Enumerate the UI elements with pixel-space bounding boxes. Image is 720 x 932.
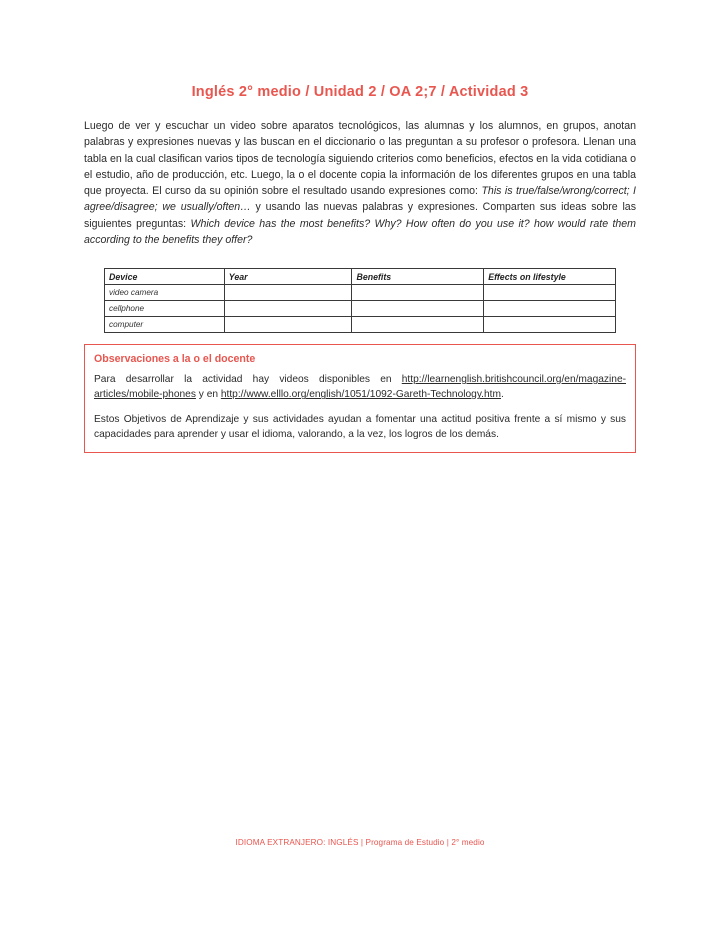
footer-separator-2: | (446, 838, 449, 847)
table-header-device: Device (105, 269, 225, 285)
resource-link-2[interactable]: http://www.elllo.org/english/1051/1092-Gareth-Technology.htm (220, 389, 501, 401)
body-text-italic-1: This is true/false/wrong/correct; I agree/disagree; we usually/often… (84, 185, 637, 214)
body-paragraph (84, 118, 636, 248)
table-cell-device: video camera (105, 285, 225, 301)
notes-text-middle: y en (195, 389, 221, 401)
body-text-part-2: y usando las nuevas palabras y expresiones. Comparten sus ideas sobre las siguientes preguntas: (84, 201, 636, 230)
table-cell-year (224, 317, 352, 333)
table-cell-device: cellphone (105, 301, 225, 317)
footer-separator-1: | (360, 838, 364, 847)
table-row (105, 285, 616, 301)
table-row (105, 317, 616, 333)
table-header-benefits: Benefits (352, 269, 484, 285)
footer-program: Programa de Estudio (365, 838, 445, 847)
table-row (105, 301, 616, 317)
table-cell-effects (484, 285, 616, 301)
teacher-notes-paragraph-2: Estos Objetivos de Aprendizaje y sus actividades ayudan a fomentar una actitud positiva frente a sí mismo y sus capacidades para aprender y usar el idioma, valorando, a la vez, los logros de los demás. (94, 413, 626, 441)
notes-text-prefix: Para desarrollar la actividad hay videos disponibles en (94, 374, 402, 385)
table-header-effects: Effects on lifestyle (484, 269, 616, 285)
body-text-italic-2: Which device has the most benefits? Why? How often do you use it? how would rate them according to the benefits they offer? (84, 217, 637, 247)
teacher-notes-title: Observaciones a la o el docente (94, 353, 256, 365)
teacher-notes-box (84, 344, 636, 453)
table-header-year: Year (224, 269, 352, 285)
table-cell-benefits (352, 301, 484, 317)
page-title: Inglés 2° medio / Unidad 2 / OA 2;7 / Actividad 3 (191, 84, 529, 100)
technology-table (104, 268, 616, 333)
footer-level: 2° medio (451, 838, 485, 847)
table-cell-effects (484, 301, 616, 317)
notes-text-suffix: . (500, 389, 504, 401)
footer-subject: IDIOMA EXTRANJERO: INGLÉS (235, 838, 359, 847)
page-footer (0, 838, 720, 847)
body-text-part-1: Luego de ver y escuchar un video sobre aparatos tecnológicos, las alumnas y los alumnos, en grupos, anotan palabras y expresiones nuevas y las buscan en el diccionario o las preguntan a su profesor o profesora. Llenan una tabla en la cual clasifican varios tipos de tecnología siguiendo criterios como beneficios, efectos en la vida cotidiana o el estudio, año de producción, etc. Luego, la o el docente copia la información de los diferentes grupos en una tabla que proyecta. El curso da su opinión sobre el resultado usando expresiones como: (84, 120, 636, 198)
table-cell-benefits (352, 285, 484, 301)
table-cell-benefits (352, 317, 484, 333)
table-cell-year (224, 285, 352, 301)
table-header-row (105, 269, 616, 285)
resource-link-1[interactable]: http://learnenglish.britishcouncil.org/en/magazine-articles/mobile-phones (94, 374, 626, 401)
table-cell-device: computer (105, 317, 225, 333)
table-cell-year (224, 301, 352, 317)
table-cell-effects (484, 317, 616, 333)
teacher-notes-paragraph-1 (94, 372, 626, 403)
